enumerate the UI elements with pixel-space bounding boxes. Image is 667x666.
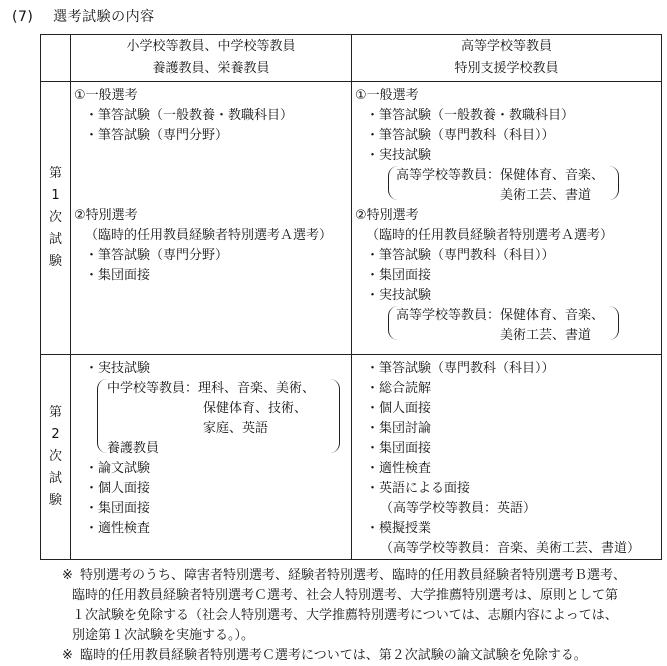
skill-subjects-line: 中学校等教員：理科、音楽、美術、 (107, 381, 316, 396)
list-item: ・模擬授業 (366, 521, 432, 536)
header-right-line: 高等学校等教員 (460, 39, 552, 54)
list-item: ・筆答試験（専門分野） (85, 128, 229, 143)
corner-cell (41, 35, 71, 82)
list-item: ・筆答試験（一般教養・教職科目） (366, 108, 575, 123)
section-number: (7) (12, 9, 34, 25)
note-line: 特別選考のうち、障害者特別選考、経験者特別選考、臨時的任用教員経験者特別選考Ｂ選考、 (80, 568, 627, 583)
note-line: 臨時的任用教員経験者特別選考Ｃ選考、社会人特別選考、大学推薦特別選考は、原則として第 (72, 588, 619, 603)
list-item: ・筆答試験（専門教科（科目）） (366, 248, 555, 263)
skill-subjects-line: 高等学校等教員：保健体育、音楽、 (396, 168, 605, 183)
special-selection-title: ②特別選考 (74, 208, 138, 223)
right-brace-icon (608, 166, 619, 200)
skill-subjects-line: 高等学校等教員：保健体育、音楽、 (396, 308, 605, 323)
general-selection-title: ①一般選考 (355, 88, 419, 103)
list-item: ・総合読解 (366, 381, 432, 396)
note-item (40, 566, 662, 646)
right-brace-icon (329, 379, 340, 453)
note-line: 臨時的任用教員経験者特別選考Ｃ選考については、第２次試験の論文試験を免除する。 (80, 648, 587, 663)
section-title: 選考試験の内容 (53, 9, 155, 25)
list-item: ・集団討論 (366, 421, 432, 436)
note-item (40, 646, 662, 666)
header-right-line: 特別支援学校教員 (454, 61, 559, 76)
notes (40, 566, 662, 666)
skill-subjects-line: 家庭、英語 (203, 421, 269, 436)
list-item: ・集団面接 (85, 268, 151, 283)
second-stage-right (352, 355, 662, 560)
header-right (352, 35, 662, 82)
skill-subjects-line: 保健体育、技術、 (203, 401, 308, 416)
note-mark: ※ (62, 648, 73, 663)
list-item: ・論文試験 (85, 461, 151, 476)
note-line: 別途第１次試験を実施する。）。 (72, 628, 255, 643)
item-note: （高等学校等教員：音楽、美術工芸、書道） (380, 541, 641, 556)
list-item: ・集団面接 (85, 501, 151, 516)
list-item: ・個人面接 (366, 401, 432, 416)
header-left-line: 小学校等教員、中学校等教員 (126, 39, 296, 54)
skill-subjects-line: 美術工芸、書道 (500, 188, 592, 203)
second-stage-left (71, 355, 352, 560)
item-note: （高等学校等教員：英語） (380, 501, 537, 516)
list-item: ・筆答試験（一般教養・教職科目） (85, 108, 294, 123)
list-item: ・筆答試験（専門教科（科目）） (366, 128, 555, 143)
list-item: ・適性検査 (366, 461, 432, 476)
special-selection-title: ②特別選考 (355, 208, 419, 223)
list-item: ・筆答試験（専門教科（科目）） (366, 361, 555, 376)
list-item: ・筆答試験（専門分野） (85, 248, 229, 263)
skill-subjects-line: 美術工芸、書道 (500, 328, 592, 343)
list-item: ・集団面接 (366, 268, 432, 283)
first-stage-left (71, 82, 352, 355)
nurse-teacher-label: 養護教員 (107, 441, 160, 456)
header-left (71, 35, 352, 82)
general-selection-title: ①一般選考 (74, 88, 138, 103)
list-item: ・英語による面接 (366, 481, 471, 496)
list-item: ・実技試験 (366, 288, 432, 303)
special-selection-sub: （臨時的任用教員経験者特別選考Ａ選考） (85, 228, 333, 243)
list-item: ・実技試験 (85, 361, 151, 376)
header-left-line: 養護教員、栄養教員 (152, 61, 270, 76)
first-stage-label: 第 1 次 試 験 (41, 82, 71, 355)
list-item: ・個人面接 (85, 481, 151, 496)
exam-content-table (40, 34, 662, 560)
list-item: ・集団面接 (366, 441, 432, 456)
list-item: ・実技試験 (366, 148, 432, 163)
section-heading (12, 6, 155, 26)
second-stage-label: 第 2 次 試 験 (41, 355, 71, 560)
special-selection-sub: （臨時的任用教員経験者特別選考Ａ選考） (366, 228, 614, 243)
note-mark: ※ (62, 568, 73, 583)
list-item: ・適性検査 (85, 521, 151, 536)
note-line: １次試験を免除する（社会人特別選考、大学推薦特別選考については、志願内容によっては、 (72, 608, 618, 623)
first-stage-right (352, 82, 662, 355)
right-brace-icon (608, 306, 619, 340)
